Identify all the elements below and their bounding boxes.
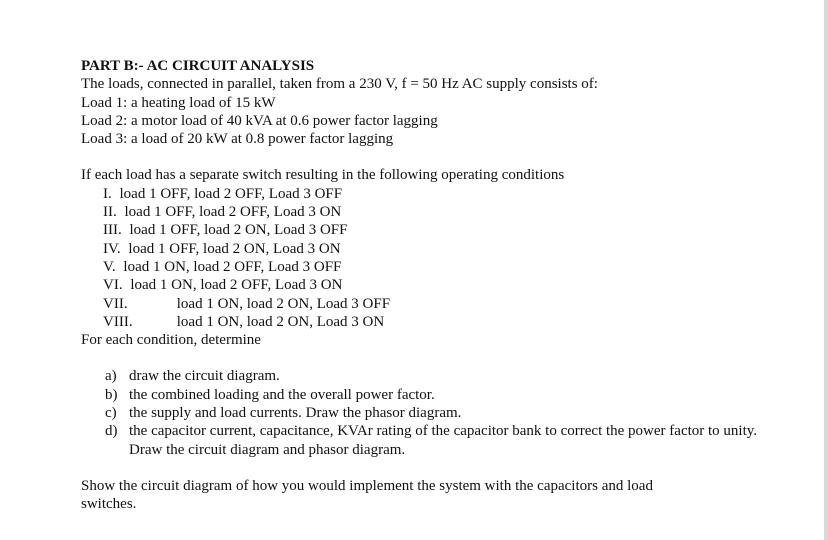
spacer <box>81 459 781 477</box>
spacer <box>81 349 781 367</box>
condition-item <box>81 276 781 294</box>
task-label: a) <box>105 368 117 385</box>
spacer <box>81 148 781 166</box>
condition-number: III. <box>103 222 122 239</box>
condition-text: load 1 OFF, load 2 OFF, Load 3 OFF <box>119 185 343 202</box>
condition-number: II. <box>103 204 117 221</box>
condition-item <box>81 295 781 313</box>
condition-item <box>81 203 781 221</box>
closing-instruction: Show the circuit diagram of how you would implement the system with the capacitors and load switches. <box>81 477 653 513</box>
condition-number: VII. <box>103 295 128 312</box>
condition-text: load 1 OFF, load 2 ON, Load 3 OFF <box>129 222 348 239</box>
task-item <box>81 422 785 459</box>
condition-number: IV. <box>103 240 121 257</box>
condition-text: load 1 ON, load 2 OFF, Load 3 ON <box>130 277 343 294</box>
intro-supply-line: The loads, connected in parallel, taken from a 230 V, f = 50 Hz AC supply consists of: <box>81 76 598 93</box>
condition-text: load 1 OFF, load 2 OFF, Load 3 ON <box>124 204 342 221</box>
condition-text: load 1 OFF, load 2 ON, Load 3 ON <box>128 240 341 257</box>
condition-number: VI. <box>103 277 123 294</box>
task-item <box>81 404 785 422</box>
section-title: PART B:- AC CIRCUIT ANALYSIS <box>81 58 315 74</box>
condition-number: V. <box>103 258 116 275</box>
intro-load-3: Load 3: a load of 20 kW at 0.8 power factor lagging <box>81 131 394 148</box>
task-label: d) <box>105 423 118 440</box>
task-label: c) <box>105 405 117 422</box>
condition-item <box>81 240 781 258</box>
conditions-intro: If each load has a separate switch resulting in the following operating conditions <box>81 167 565 184</box>
condition-item <box>81 313 781 331</box>
task-item <box>81 386 785 404</box>
task-item <box>81 367 785 385</box>
condition-item <box>81 258 781 276</box>
task-label: b) <box>105 386 118 403</box>
condition-item <box>81 221 781 239</box>
page-edge-shadow <box>824 0 828 540</box>
intro-load-2: Load 2: a motor load of 40 kVA at 0.6 power factor lagging <box>81 112 438 129</box>
task-text: the combined loading and the overall power factor. <box>129 386 435 403</box>
condition-number: I. <box>103 185 112 202</box>
task-text: the capacitor current, capacitance, KVAr rating of the capacitor bank to correct the power factor to unity. Draw the circuit diagram and phasor diagram. <box>129 423 758 458</box>
intro-load-1: Load 1: a heating load of 15 kW <box>81 94 276 111</box>
condition-item <box>81 185 781 203</box>
task-text: draw the circuit diagram. <box>129 368 280 385</box>
determine-heading: For each condition, determine <box>81 332 261 349</box>
condition-number: VIII. <box>103 313 133 330</box>
condition-text: load 1 ON, load 2 ON, Load 3 ON <box>176 313 385 330</box>
condition-text: load 1 ON, load 2 OFF, Load 3 OFF <box>123 258 342 275</box>
document-content <box>81 57 781 514</box>
task-text: the supply and load currents. Draw the phasor diagram. <box>129 405 462 422</box>
condition-text: load 1 ON, load 2 ON, Load 3 OFF <box>176 295 391 312</box>
